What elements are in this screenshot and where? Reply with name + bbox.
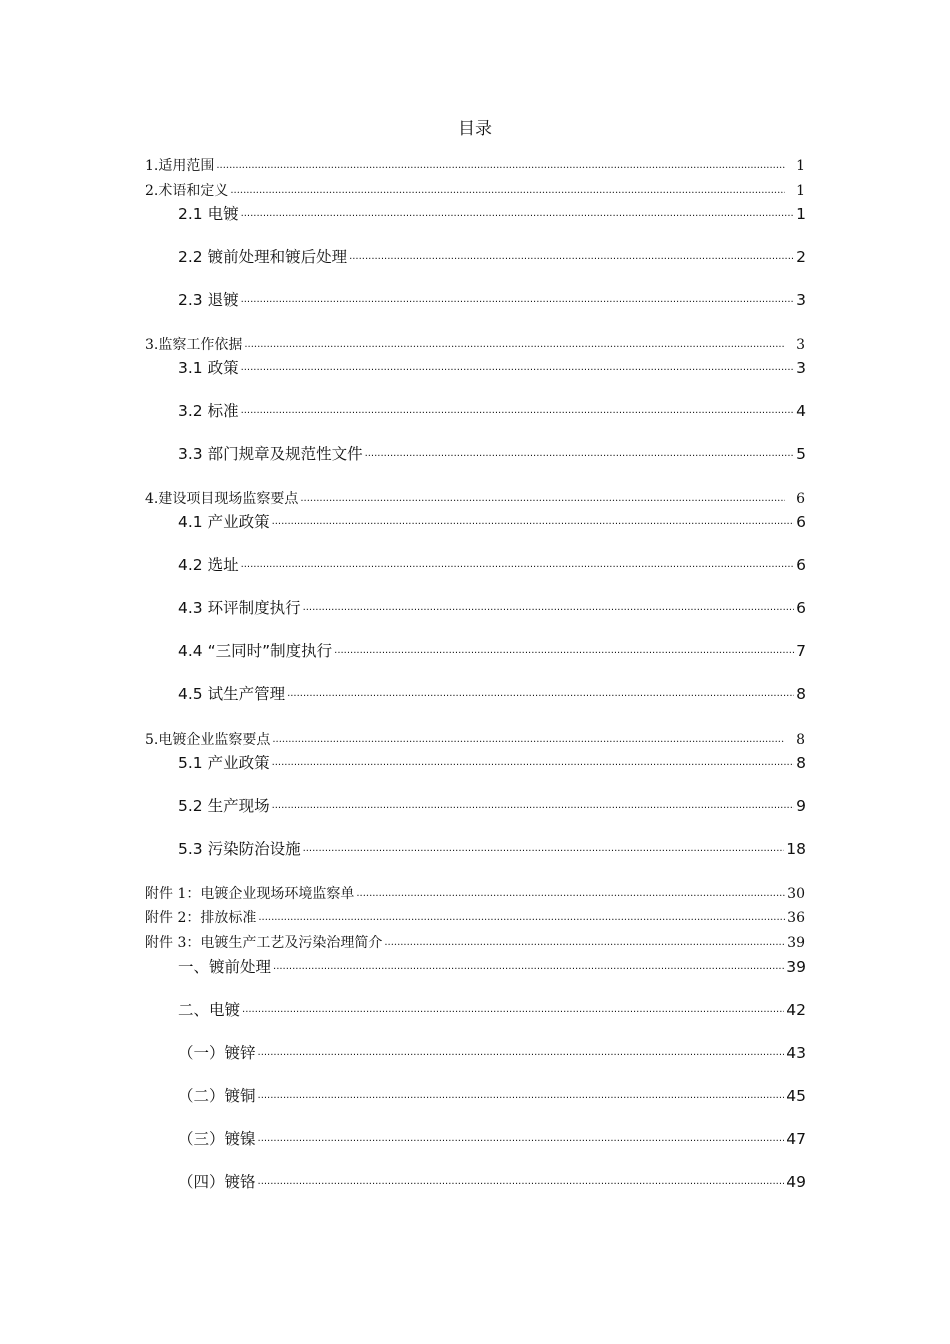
page-title: 目录	[458, 119, 492, 139]
toc-page: 8	[796, 732, 805, 748]
toc-leader	[258, 1042, 785, 1064]
toc-leader	[241, 203, 795, 225]
toc-page: 1	[796, 205, 806, 223]
toc-label: 3.监察工作依据	[145, 337, 243, 353]
toc-leader	[258, 909, 785, 927]
toc-label: 附件 2：排放标准	[145, 910, 257, 926]
toc-entry[interactable]	[178, 554, 806, 576]
toc-entry[interactable]	[178, 795, 806, 817]
toc-page: 5	[796, 445, 806, 463]
toc-entry[interactable]	[145, 157, 805, 175]
toc-leader	[272, 511, 795, 533]
toc-entry[interactable]	[178, 443, 806, 465]
toc-page: 42	[786, 1001, 806, 1019]
toc-label: 5.电镀企业监察要点	[145, 732, 271, 748]
toc-leader	[384, 934, 785, 952]
toc-entry[interactable]	[178, 246, 806, 268]
toc-page: 9	[796, 797, 806, 815]
toc-entry[interactable]	[178, 203, 806, 225]
toc-entry[interactable]	[145, 182, 805, 200]
toc-leader	[303, 597, 795, 619]
toc-page: 45	[786, 1087, 806, 1105]
toc-page: 6	[796, 513, 806, 531]
toc-entry[interactable]	[145, 490, 805, 508]
toc-leader	[241, 400, 795, 422]
toc-entry[interactable]	[178, 400, 806, 422]
toc-entry[interactable]	[178, 1171, 806, 1193]
toc-page: 30	[787, 886, 805, 902]
toc-entry[interactable]	[178, 597, 806, 619]
toc-leader	[258, 1128, 785, 1150]
toc-label: 2.1 电镀	[178, 205, 239, 223]
toc-entry[interactable]	[178, 640, 806, 662]
toc-entry[interactable]	[145, 934, 805, 952]
toc-leader	[242, 999, 784, 1021]
toc-page: 7	[796, 642, 806, 660]
toc-label: 4.5 试生产管理	[178, 685, 286, 703]
toc-entry[interactable]	[178, 1085, 806, 1107]
toc-label: 4.建设项目现场监察要点	[145, 491, 299, 507]
toc-leader	[272, 752, 795, 774]
toc-page: 39	[787, 935, 805, 951]
toc-leader	[365, 443, 795, 465]
toc-entry[interactable]	[178, 357, 806, 379]
toc-page: 39	[786, 958, 806, 976]
toc-page: 6	[796, 556, 806, 574]
toc-page: 3	[796, 359, 806, 377]
toc-page: 18	[786, 840, 806, 858]
toc-label: 3.1 政策	[178, 359, 239, 377]
toc-page: 6	[796, 599, 806, 617]
toc-label: 一、镀前处理	[178, 958, 272, 976]
toc-entry[interactable]	[178, 289, 806, 311]
toc-page: 4	[796, 402, 806, 420]
toc-page: 36	[787, 910, 805, 926]
toc-leader	[300, 490, 785, 508]
toc-page: 43	[786, 1044, 806, 1062]
toc-entry[interactable]	[145, 909, 805, 927]
toc-leader	[241, 289, 795, 311]
toc-label: 5.3 污染防治设施	[178, 840, 301, 858]
toc-leader	[287, 683, 794, 705]
toc-label: 4.4 “三同时”制度执行	[178, 642, 333, 660]
toc-entry[interactable]	[145, 336, 805, 354]
toc-label: 5.2 生产现场	[178, 797, 270, 815]
toc-label: 2.2 镀前处理和镀后处理	[178, 248, 348, 266]
toc-label: 4.1 产业政策	[178, 513, 270, 531]
toc-label: 3.3 部门规章及规范性文件	[178, 445, 363, 463]
toc-leader	[272, 731, 785, 749]
toc-leader	[356, 885, 785, 903]
toc-leader	[258, 1085, 785, 1107]
toc-leader	[216, 157, 785, 175]
toc-label: （一）镀锌	[178, 1044, 256, 1062]
toc-leader	[272, 795, 795, 817]
toc-label: 附件 1：电镀企业现场环境监察单	[145, 886, 355, 902]
toc-leader	[244, 336, 785, 354]
toc-page: 3	[796, 337, 805, 353]
toc-entry[interactable]	[178, 1128, 806, 1150]
toc-page: 3	[796, 291, 806, 309]
toc-label: 4.3 环评制度执行	[178, 599, 301, 617]
toc-label: （三）镀镍	[178, 1130, 256, 1148]
toc-leader	[241, 554, 795, 576]
toc-page: 8	[796, 754, 806, 772]
toc-leader	[273, 956, 784, 978]
toc-leader	[241, 357, 795, 379]
toc-entry[interactable]	[145, 885, 805, 903]
toc-entry[interactable]	[178, 838, 806, 860]
toc-leader	[334, 640, 794, 662]
toc-page: 1	[796, 158, 805, 174]
toc-label: 二、电镀	[178, 1001, 241, 1019]
toc-label: 附件 3：电镀生产工艺及污染治理简介	[145, 935, 383, 951]
toc-entry[interactable]	[178, 956, 806, 978]
toc-entry[interactable]	[178, 1042, 806, 1064]
toc-label: （四）镀铬	[178, 1173, 256, 1191]
toc-page: 6	[796, 491, 805, 507]
toc-label: 2.3 退镀	[178, 291, 239, 309]
toc-leader	[258, 1171, 785, 1193]
toc-leader	[230, 182, 785, 200]
toc-entry[interactable]	[145, 731, 805, 749]
toc-entry[interactable]	[178, 752, 806, 774]
toc-label: 5.1 产业政策	[178, 754, 270, 772]
toc-page: 1	[796, 183, 805, 199]
toc-page: 8	[796, 685, 806, 703]
toc-page: 47	[786, 1130, 806, 1148]
toc-leader	[349, 246, 794, 268]
toc-label: （二）镀铜	[178, 1087, 256, 1105]
toc-entry[interactable]	[178, 511, 806, 533]
toc-page: 49	[786, 1173, 806, 1191]
toc-label: 1.适用范围	[145, 158, 215, 174]
toc-label: 3.2 标准	[178, 402, 239, 420]
toc-label: 4.2 选址	[178, 556, 239, 574]
toc-label: 2.术语和定义	[145, 183, 229, 199]
toc-entry[interactable]	[178, 683, 806, 705]
toc-entry[interactable]	[178, 999, 806, 1021]
toc-leader	[303, 838, 785, 860]
toc-page: 2	[796, 248, 806, 266]
